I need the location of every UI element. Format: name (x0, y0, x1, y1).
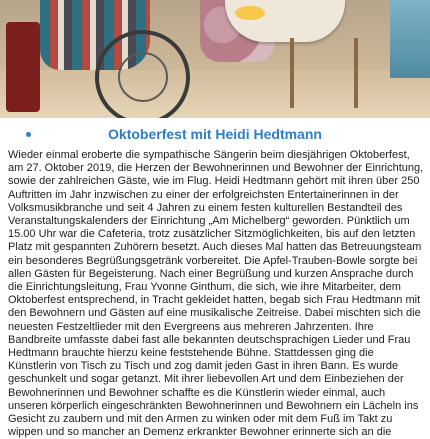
photo-guest-blue (390, 0, 430, 78)
photo-bowl (235, 6, 265, 20)
photo-wheelchair-hub (118, 52, 168, 102)
article-title: Oktoberfest mit Heidi Hedtmann (108, 126, 322, 142)
photo-chair-red (6, 22, 40, 112)
photo-floor (0, 70, 430, 118)
article-body: Wieder einmal eroberte die sympathische Sängerin beim diesjährigen Oktoberfest, am 27. Oktober 2019, die Herzen der Bewohnerinnen und Bewohner der Einrichtung, sowie der zahlreichen Gäste, wie im Flug. Heidi Hedtmann gehört mit ihren über 250 Auftritten im Jahr inzwischen zu einer der erfolgreichsten Entertainerinnen in der Volksmusikbranche und seit 4 Jahren zu einem festen kulturellen Bestandteil des Veranstaltungskalenders der Einrichtung „Am Michelberg“ geworden. Pünktlich um 15.00 Uhr war die Cafeteria, trotz zusätzlicher Sitzmöglichkeiten, bis auf den letzten Platz mit gespannten Zuhörern besetzt. Auch dieses Mal hatten das Betreuungsteam ein besonderes Begrüßungsgetränk vorbereitet. Die Apfel-Trauben-Bowle sorgte bei allen Gästen für Begeisterung. Nach einer Begrüßung und kurzen Ansprache durch die Einrichtungsleitung, Frau Yvonne Ginthum, die sich, wie ihre Mitarbeiter, dem Oktoberfest entsprechend, in Tracht gekleidet hatten, begab sich Frau Hedtmann mit den Bewohnern und Gästen auf eine musikalische Zeitreise. Dabei mischten sich die neuesten Festzeltlieder mit den Evergreens aus mehreren Jahrzenten. Ihre Bandbreite umfasste dabei fast alle bekannten deutschsprachigen Lieder und Frau Hedtmann brauchte hierzu keine feststehende Bühne. Stattdessen ging die Künstlerin von Tisch zu Tisch und zog damit jeden Gast in ihren Bann. Es wurde geschunkelt und sogar getanzt. Mit ihrer liebevollen Art und dem Einbeziehen der Bewohnerinnen und Bewohner schaffte es die Künstlerin wieder einmal, auch unseren körperlich eingeschränkten Bewohnerinnen und Bewohnern ein Lächeln ins Gesicht zu zaubern und mit den Armen zu winken oder mit dem Fuß im Takt zu wippen und so mancher an Demenz erkrankter Bewohner erinnerte sich an die (8, 149, 424, 439)
article-heading-row (0, 124, 430, 144)
photo-chair-wooden (290, 38, 358, 108)
event-photo (0, 0, 430, 118)
